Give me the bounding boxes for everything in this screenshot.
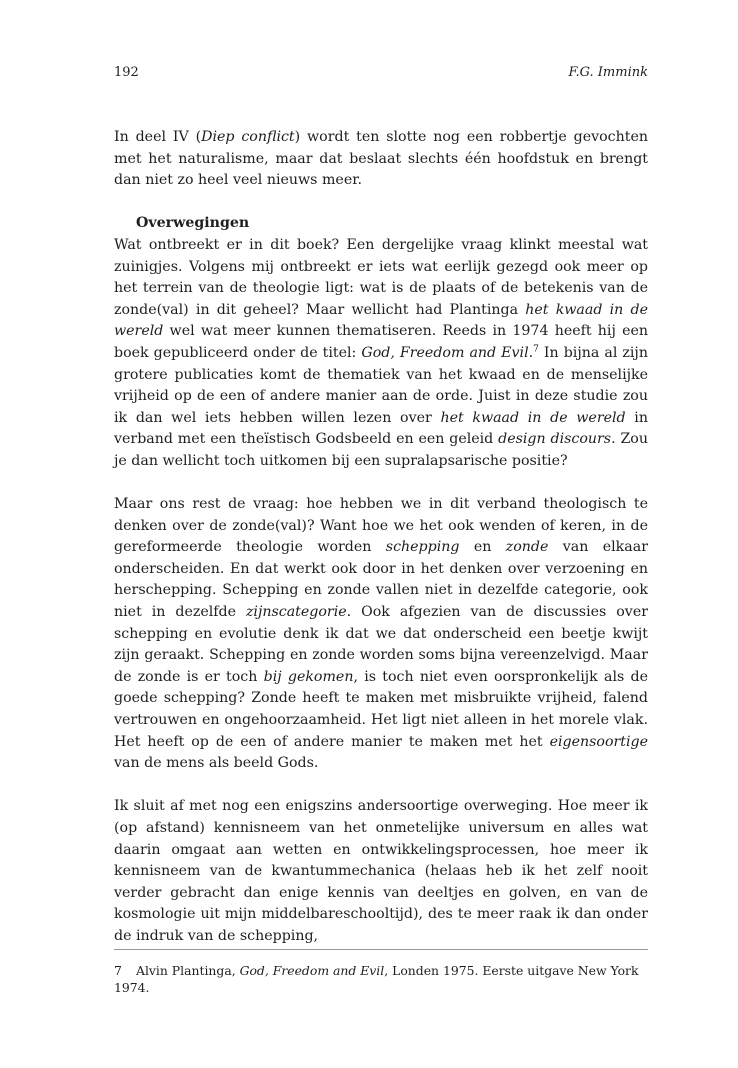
italic-text: God, Freedom and Evil — [239, 963, 385, 978]
text: Wat ontbreekt er in dit boek? Een dergelijke vraag klinkt meestal wat zuinigjes. Volgens mij ontbreekt er iets wat eerlijk gezegd ook meer op het terrein van de theologie ligt: wat is de plaats of de betekenis van de zonde(val) in dit geheel? Maar wellicht had Plantinga — [114, 236, 648, 318]
text: , is toch niet even oorspronkelijk als de goede schepping? Zonde heeft te maken met misbruikte vrijheid, falend vertrouwen en ongehoorzaamheid. Het ligt niet alleen in het morele vlak. Het heeft op de een of andere manier te maken met het — [114, 668, 648, 750]
text: . — [528, 344, 534, 361]
italic-text: God, Freedom and Evil — [361, 344, 529, 361]
text: in verband met een theïstisch Godsbeeld en een geleid — [114, 409, 648, 448]
italic-text: het kwaad in de wereld — [440, 409, 626, 426]
text: , Londen 1975. Eerste uitgave New York 1974. — [114, 963, 639, 995]
text: van elkaar onderscheiden. En dat werkt ook door in het denken over verzoening en herschepping. Schepping en zonde vallen niet in dezelfde categorie, ook niet in dezelfde — [114, 539, 648, 621]
text: Maar ons rest de vraag: hoe hebben we in dit verband theologisch te denken over de zonde(val)? Want hoe we het ook wenden of keren, in de gereformeerde theologie worden — [114, 496, 648, 556]
italic-text: eigensoortige — [549, 733, 648, 750]
body-text — [114, 127, 648, 948]
footnote — [114, 962, 648, 996]
footnote-divider — [114, 949, 648, 950]
running-head-author: F.G. Immink — [568, 65, 648, 80]
text: van de mens als beeld Gods. — [114, 755, 319, 772]
italic-text: Diep conflict — [201, 129, 295, 145]
text: . Zou je dan wellicht toch uitkomen bij een supralapsarische positie? — [114, 431, 648, 469]
text: wel wat meer kunnen thematiseren. Reeds in 1974 heeft hij een boek gepubliceerd onder de titel: — [114, 323, 648, 361]
italic-text: zijnscategorie — [245, 604, 347, 621]
text: . Ook afgezien van de discussies over schepping en evolutie denk ik dat we dat onderscheid een beetje kwijt zijn geraakt. Schepping en zonde worden soms bijna vereenzelvigd. Maar de zonde is er toch — [114, 604, 648, 685]
italic-text: schepping — [385, 539, 460, 556]
text: ) wordt ten slotte nog een robbertje gevochten met het naturalisme, maar dat beslaat slechts één hoofdstuk en brengt dan niet zo heel veel nieuws meer. — [114, 129, 648, 189]
text: Ik sluit af met nog een enigszins andersoortige overweging. Hoe meer ik (op afstand) kennisneem van het onmetelijke universum en alles wat daarin omgaat aan wetten en ontwikkelingsprocessen, hoe meer ik kennisneem van de kwantummechanica (helaas heb ik het zelf nooit verder gebracht dan enige kennis van deeltjes en golven, en van de kosmologie uit mijn middelbareschooltijd), des te meer raak ik dan onder de indruk van de schepping, — [114, 798, 648, 944]
paragraph-zonde-val — [114, 494, 648, 775]
italic-text: bij gekomen — [263, 668, 354, 685]
paragraph-diep-conflict — [114, 127, 648, 192]
paragraph-andersoortige-overweging — [114, 796, 648, 947]
text: In deel IV ( — [114, 129, 202, 145]
italic-text: design discours — [498, 431, 612, 448]
text: In bijna al zijn grotere publicaties komt de thematiek van het kwaad en de menselijke vrijheid op de een of andere manier aan de orde. Juist in deze studie zou ik dan wel iets hebben willen lezen over — [114, 344, 648, 426]
footnote-reference[interactable]: 7 — [533, 344, 539, 355]
paragraph-wat-ontbreekt — [114, 235, 648, 473]
text: en — [459, 539, 506, 556]
page-number: 192 — [114, 65, 139, 80]
section-heading: Overwegingen — [136, 215, 250, 232]
italic-text: het kwaad in de wereld — [114, 301, 648, 340]
text: Alvin Plantinga, — [136, 963, 240, 978]
italic-text: zonde — [505, 539, 549, 556]
footnote-number: 7 — [114, 963, 122, 978]
